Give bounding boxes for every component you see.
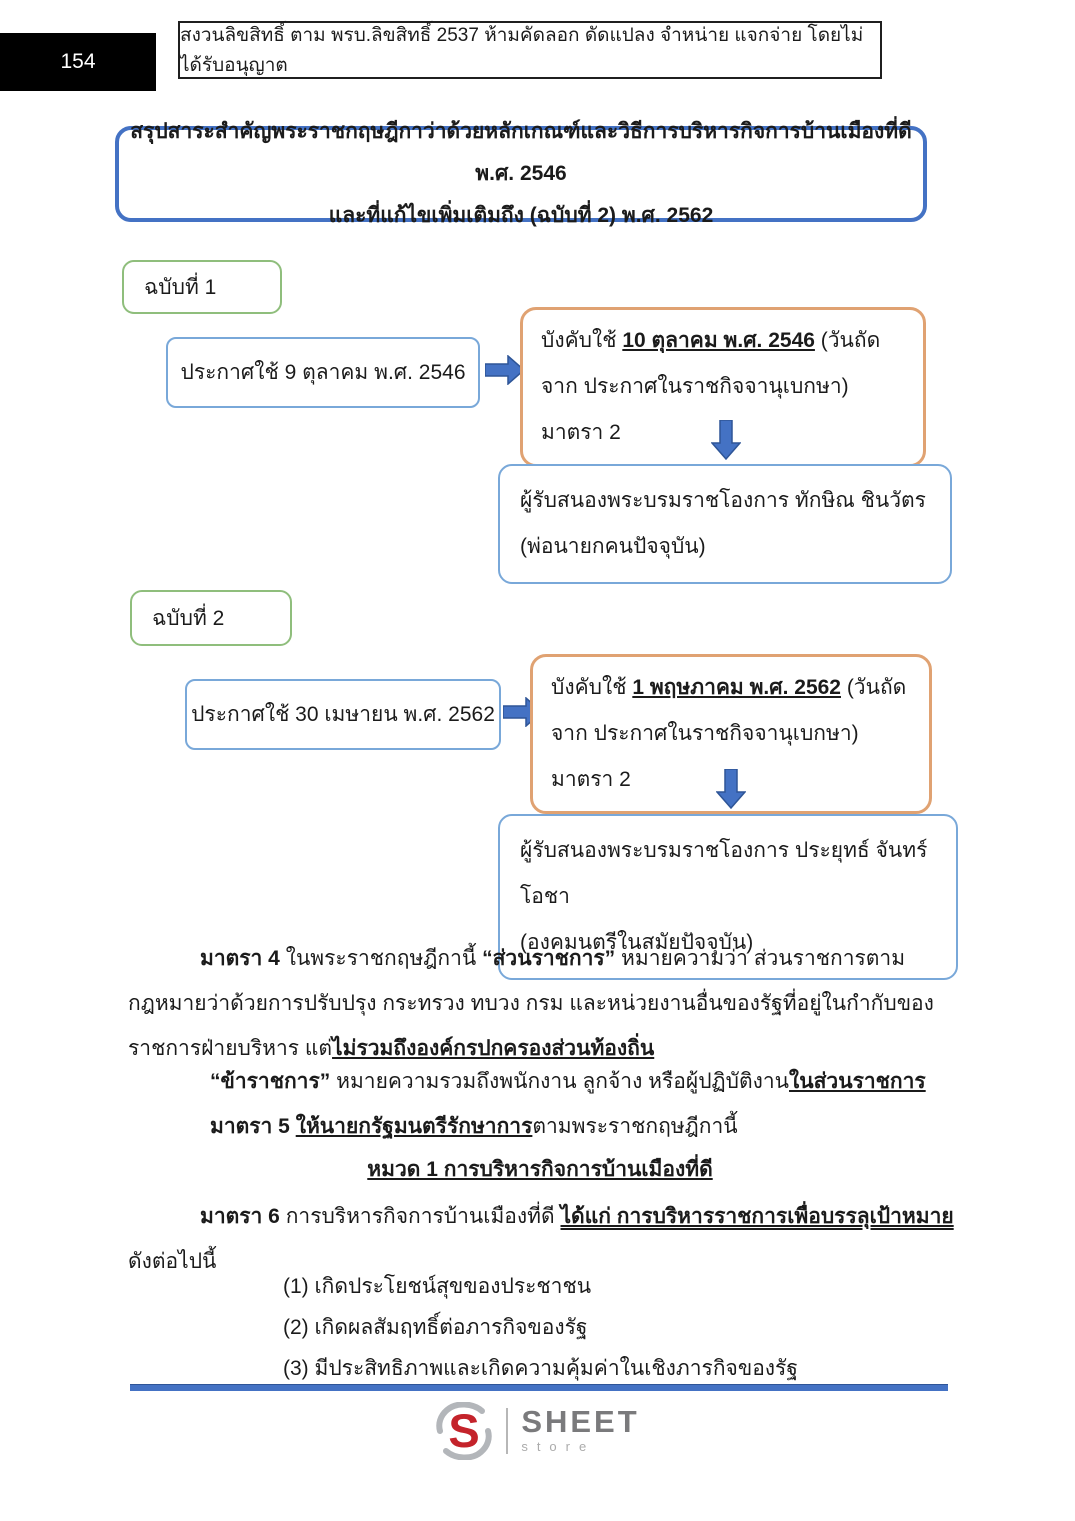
section6-text: การบริหารกิจการบ้านเมืองที่ดี bbox=[279, 1205, 561, 1228]
list-item: (1) เกิดประโยชน์สุขของประชาชน bbox=[283, 1275, 592, 1298]
section6-continuation-text: ดังต่อไปนี้ bbox=[128, 1250, 217, 1273]
section4-text: ในพระราชกฤษฎีกานี้ bbox=[279, 947, 483, 970]
edition1-label: ฉบับที่ 1 bbox=[144, 275, 217, 299]
edition1-label-box bbox=[122, 260, 282, 314]
section4-text: หมายความว่า ส่วนราชการตามกฎหมายว่าด้วยการปรับปรุง กระทรวง ทบวง กรม และหน่วยงานอื่นของรัฐที่อยู่ในกำกับของราชการฝ่ายบริหาร แต่ bbox=[128, 947, 934, 1060]
edition1-announce-text: ประกาศใช้ 9 ตุลาคม พ.ศ. 2546 bbox=[180, 361, 466, 384]
paragraph-section5 bbox=[128, 1104, 952, 1149]
s-logo-icon bbox=[435, 1402, 493, 1460]
logo-divider bbox=[506, 1408, 508, 1454]
edition2-label: ฉบับที่ 2 bbox=[152, 606, 225, 630]
chapter-heading-text: หมวด 1 การบริหารกิจการบ้านเมืองที่ดี bbox=[367, 1158, 713, 1181]
edition1-countersign-box bbox=[498, 464, 952, 584]
list-item: (2) เกิดผลสัมฤทธิ์ต่อภารกิจของรัฐ bbox=[283, 1316, 588, 1339]
page-number: 154 bbox=[0, 33, 156, 91]
enforce-prefix: บังคับใช้ bbox=[541, 329, 623, 352]
section5-number: มาตรา 5 bbox=[210, 1115, 296, 1138]
copyright-notice: สงวนลิขสิทธิ์ ตาม พรบ.ลิขสิทธิ์ 2537 ห้ามคัดลอก ดัดแปลง จำหน่าย แจกจ่าย โดยไม่ได้รับอนุญาต bbox=[178, 21, 882, 79]
edition2-announce-box bbox=[185, 679, 501, 750]
brand-subtitle: store bbox=[521, 1439, 596, 1454]
enforce-suffix: (วันถัดจาก ประกาศในราชกิจจานุเบกษา) มาตรา 2 bbox=[551, 676, 907, 791]
edition1-announce-box bbox=[166, 337, 480, 408]
section6-double-underlined: ได้แก่ การบริหารราชการเพื่อบรรลุเป้าหมาย bbox=[560, 1205, 954, 1228]
civil-servant-term: “ข้าราชการ” bbox=[210, 1070, 331, 1093]
section5-text: ตามพระราชกฤษฎีกานี้ bbox=[532, 1115, 738, 1138]
down-arrow-icon bbox=[711, 420, 741, 460]
section4-number: มาตรา 4 bbox=[200, 947, 280, 970]
countersign-line-1: ผู้รับสนองพระบรมราชโองการ ทักษิณ ชินวัตร bbox=[520, 489, 926, 512]
edition2-announce-text: ประกาศใช้ 30 เมษายน พ.ศ. 2562 bbox=[191, 703, 495, 726]
down-arrow-icon bbox=[716, 769, 746, 809]
edition2-label-box bbox=[130, 590, 292, 646]
footer-divider-rule bbox=[130, 1384, 948, 1391]
enforce-suffix: (วันถัดจาก ประกาศในราชกิจจานุเบกษา) มาตรา 2 bbox=[541, 329, 881, 444]
section6-number: มาตรา 6 bbox=[200, 1205, 280, 1228]
paragraph-section4 bbox=[128, 936, 952, 1071]
enforce-prefix: บังคับใช้ bbox=[551, 676, 633, 699]
paragraph-section6 bbox=[128, 1194, 952, 1239]
civil-servant-underlined: ในส่วนราชการ bbox=[789, 1070, 926, 1093]
document-title bbox=[115, 120, 927, 227]
title-line-1: สรุปสาระสำคัญพระราชกฤษฎีกาว่าด้วยหลักเกณฑ์และวิธีการบริหารกิจการบ้านเมืองที่ดี พ.ศ. 2546 bbox=[130, 120, 912, 185]
section4-term: “ส่วนราชการ” bbox=[482, 947, 616, 970]
chapter-heading bbox=[128, 1147, 952, 1192]
section5-underlined: ให้นายกรัฐมนตรีรักษาการ bbox=[295, 1115, 533, 1138]
sheet-store-logo bbox=[0, 1398, 1075, 1464]
title-line-2: และที่แก้ไขเพิ่มเติมถึง (ฉบับที่ 2) พ.ศ. 2562 bbox=[328, 204, 714, 227]
countersign-line-1: ผู้รับสนองพระบรมราชโองการ ประยุทธ์ จันทร์โอชา bbox=[520, 839, 928, 908]
countersign-line-2: (พ่อนายกคนปัจจุบัน) bbox=[520, 535, 706, 558]
enforce-date: 10 ตุลาคม พ.ศ. 2546 bbox=[622, 329, 815, 352]
brand-name: SHEET bbox=[521, 1404, 640, 1439]
list-item: (3) มีประสิทธิภาพและเกิดความคุ้มค่าในเชิงภารกิจของรัฐ bbox=[283, 1357, 798, 1380]
section4-underlined: ไม่รวมถึงองค์กรปกครองส่วนท้องถิ่น bbox=[332, 1037, 655, 1060]
civil-servant-text: หมายความรวมถึงพนักงาน ลูกจ้าง หรือผู้ปฏิบัติงาน bbox=[330, 1070, 789, 1093]
enforce-date: 1 พฤษภาคม พ.ศ. 2562 bbox=[632, 676, 841, 699]
goal-list bbox=[283, 1266, 963, 1389]
brand-text bbox=[521, 1404, 640, 1455]
right-arrow-icon bbox=[485, 355, 525, 385]
svg-text:S: S bbox=[448, 1404, 480, 1457]
paragraph-civil-servant bbox=[128, 1059, 952, 1104]
countersign-line-2: (องคมนตรีในสมัยปัจจุบัน) bbox=[520, 931, 754, 954]
